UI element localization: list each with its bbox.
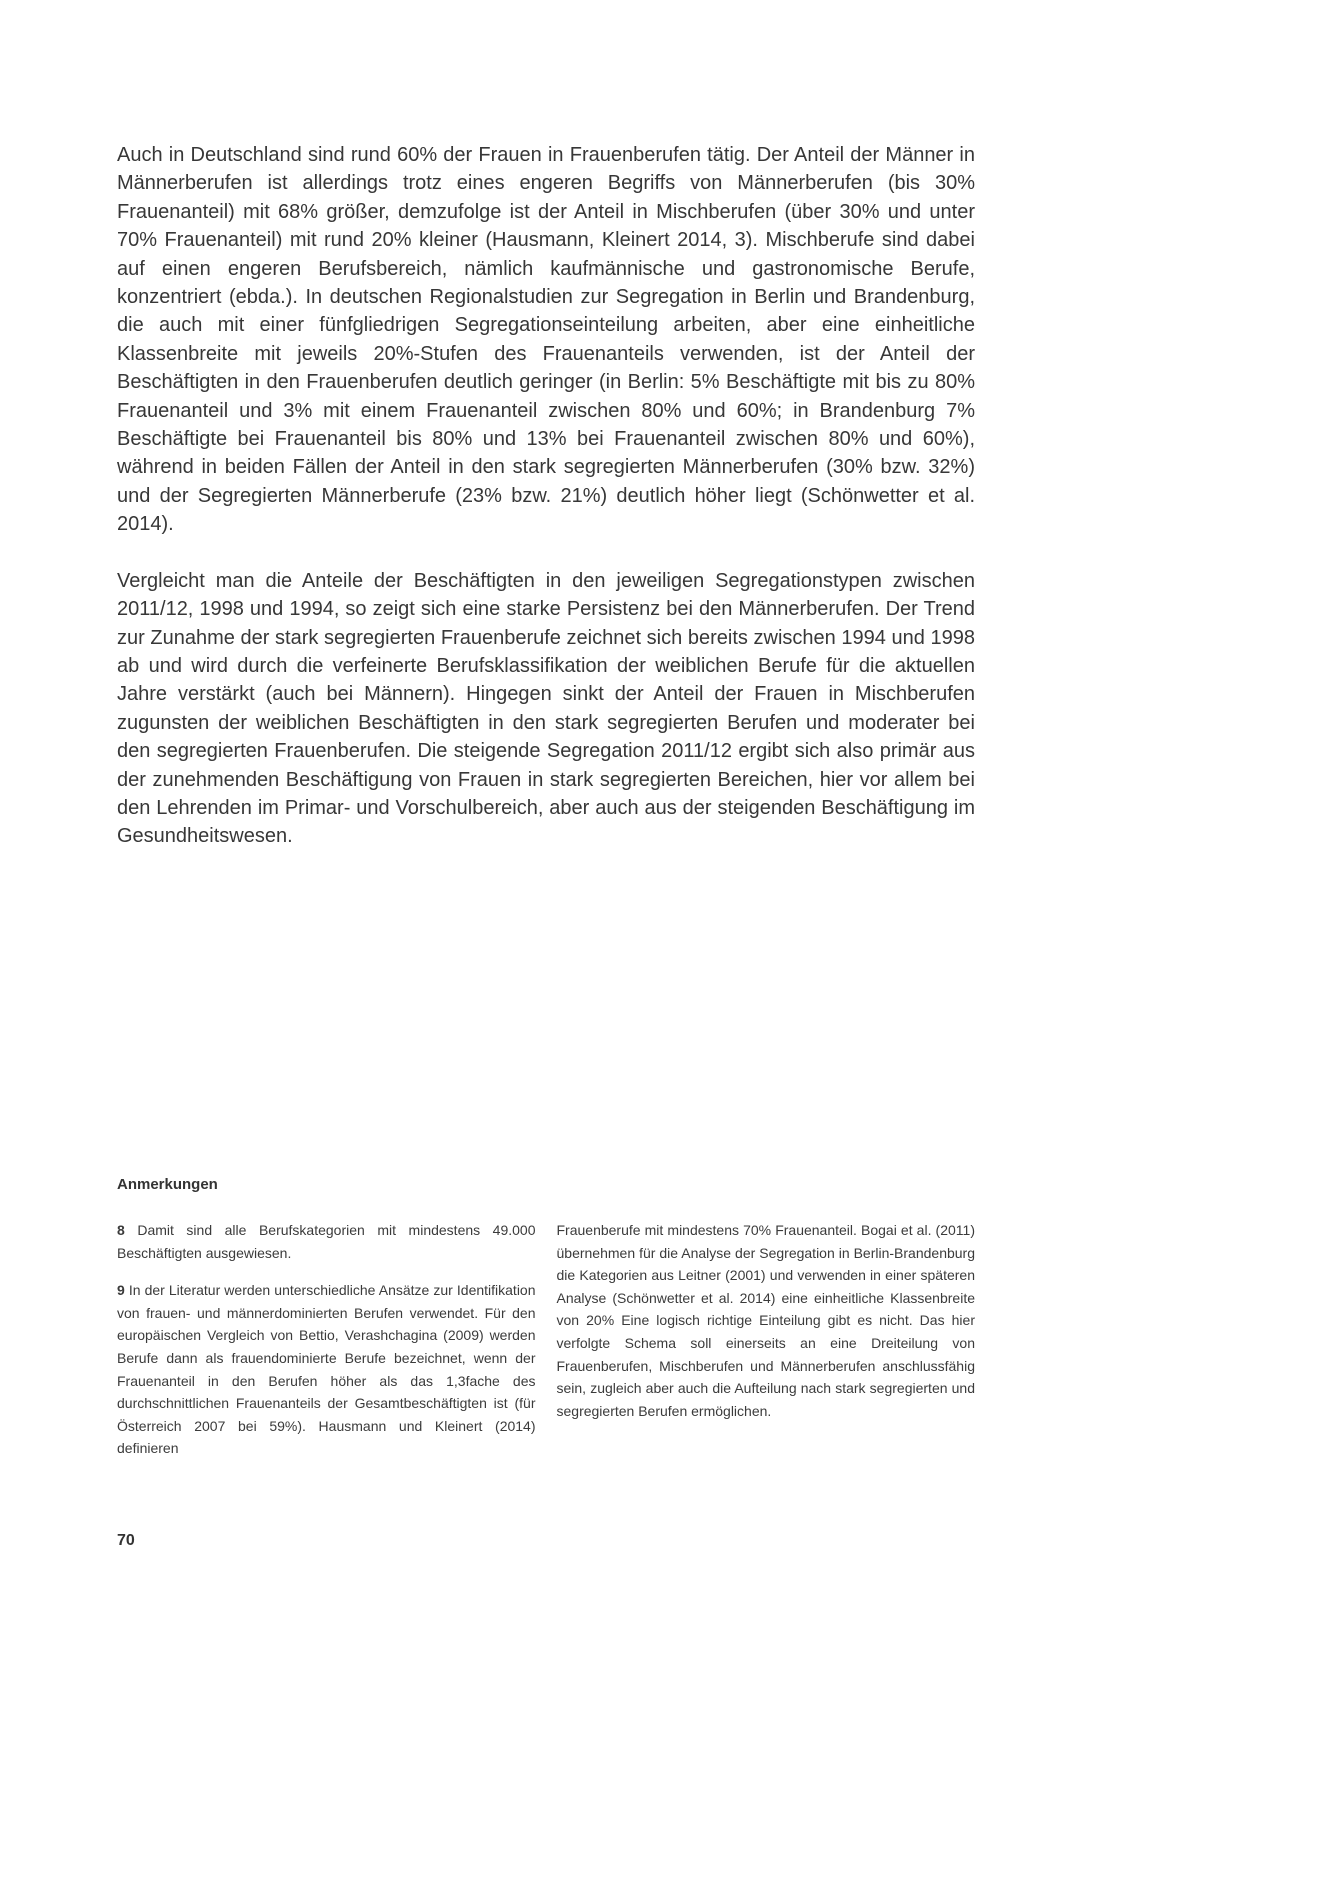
- footnotes-columns: [117, 1219, 975, 1475]
- footnote-8-number: 8: [117, 1222, 125, 1238]
- footnote-9-text: In der Literatur werden unterschiedliche Ansätze zur Identifikation von frauen- und männerdominierten Berufen verwendet. Für den europäischen Vergleich von Bettio, Verashchagina (2009) werden Berufe dann als frauendominierte Berufe bezeichnet, wenn der Frauenanteil in den Berufen höher als das 1,3fache des durchschnittlichen Frauenanteils der Gesamtbeschäftigten ist (für Österreich 2007 bei 59%). Hausmann und Kleinert (2014) definieren: [117, 1282, 536, 1457]
- footnotes-section: [117, 1176, 975, 1475]
- page-number: 70: [117, 1532, 135, 1549]
- footnote-9-continuation: Frauenberufe mit mindestens 70% Frauenanteil. Bogai et al. (2011) übernehmen für die Analyse der Segregation in Berlin-Brandenburg die Kategorien aus Leitner (2001) und verwenden in einer späteren Analyse (Schönwetter et al. 2014) eine einheitliche Klassenbreite von 20% Eine logisch richtige Einteilung gibt es nicht. Das hier verfolgte Schema soll einerseits an eine Dreiteilung von Frauenberufen, Mischberufen und Männerberufen anschlussfähig sein, zugleich aber auch die Aufteilung nach stark segregierten und segregierten Berufen ermöglichen.: [556, 1222, 975, 1419]
- footnotes-column-right: [557, 1219, 976, 1475]
- footnote-8-text: Damit sind alle Berufskategorien mit mindestens 49.000 Beschäftigten ausgewiesen.: [117, 1222, 536, 1261]
- footnote-8: [117, 1219, 536, 1264]
- body-paragraph-2: Vergleicht man die Anteile der Beschäftigten in den jeweiligen Segregationstypen zwischen 2011/12, 1998 und 1994, so zeigt sich eine starke Persistenz bei den Männerberufen. Der Trend zur Zunahme der stark segregierten Frauenberufe zeichnet sich bereits zwischen 1994 und 1998 ab und wird durch die verfeinerte Berufsklassifikation der weiblichen Berufe für die aktuellen Jahre verstärkt (auch bei Männern). Hingegen sinkt der Anteil der Frauen in Mischberufen zugunsten der weiblichen Beschäftigten in den stark segregierten Berufen und moderater bei den segregierten Frauenberufen. Die steigende Segregation 2011/12 ergibt sich also primär aus der zunehmenden Beschäftigung von Frauen in stark segregierten Bereichen, hier vor allem bei den Lehrenden im Primar- und Vorschulbereich, aber auch aus der steigenden Beschäftigung im Gesundheitswesen.: [117, 569, 975, 848]
- footnote-9-number: 9: [117, 1282, 125, 1299]
- footnotes-column-left: [117, 1219, 536, 1475]
- body-text-block: [117, 141, 975, 879]
- footnotes-heading: Anmerkungen: [117, 1176, 218, 1193]
- footnote-9: [117, 1279, 536, 1460]
- body-paragraph-1: Auch in Deutschland sind rund 60% der Frauen in Frauenberufen tätig. Der Anteil der Männer in Männerberufen ist allerdings trotz eines engeren Begriffs von Männerberufen (bis 30% Frauenanteil) mit 68% größer, demzufolge ist der Anteil in Mischberufen (über 30% und unter 70% Frauenanteil) mit rund 20% kleiner (Hausmann, Kleinert 2014, 3). Mischberufe sind dabei auf einen engeren Berufsbereich, nämlich kaufmännische und gastronomische Berufe, konzentriert (ebda.). In deutschen Regionalstudien zur Segregation in Berlin und Brandenburg, die auch mit einer fünfgliedrigen Segregationseinteilung arbeiten, aber eine einheitliche Klassenbreite mit jeweils 20%-Stufen des Frauenanteils verwenden, ist der Anteil der Beschäftigten in den Frauenberufen deutlich geringer (in Berlin: 5% Beschäftigte mit bis zu 80% Frauenanteil und 3% mit einem Frauenanteil zwischen 80% und 60%; in Brandenburg 7% Beschäftigte bei Frauenanteil bis 80% und 13% bei Frauenanteil zwischen 80% und 60%), während in beiden Fällen der Anteil in den stark segregierten Männerberufen (30% bzw. 32%) und der Segregierten Männerberufe (23% bzw. 21%) deutlich höher liegt (Schönwetter et al. 2014).: [117, 144, 975, 536]
